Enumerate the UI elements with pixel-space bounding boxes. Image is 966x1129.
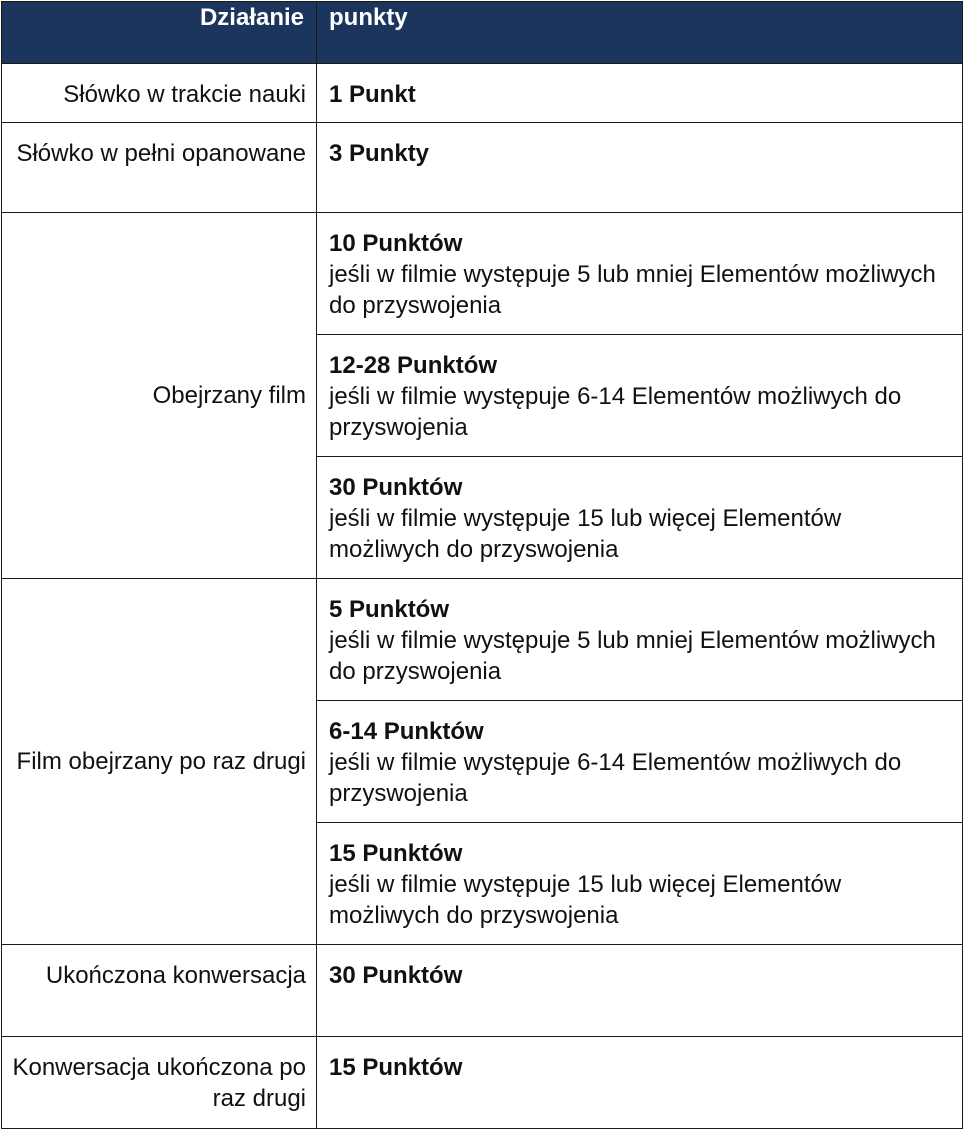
points-value: 1 Punkt (329, 81, 416, 108)
table-row (2, 64, 963, 123)
points-table (1, 1, 963, 1129)
points-cell (317, 457, 963, 579)
table-row (2, 213, 963, 335)
points-cell (317, 213, 963, 335)
points-description: jeśli w filmie występuje 15 lub więcej Elementów możliwych do przyswojenia (329, 505, 842, 563)
action-cell: Słówko w pełni opanowane (2, 123, 317, 213)
action-cell: Film obejrzany po raz drugi (2, 579, 317, 945)
header-action: Działanie (2, 2, 317, 64)
points-value: 15 Punktów (329, 840, 463, 867)
points-cell (317, 335, 963, 457)
points-cell (317, 823, 963, 945)
points-description: jeśli w filmie występuje 5 lub mniej Elementów możliwych do przyswojenia (329, 627, 936, 685)
action-cell: Ukończona konwersacja (2, 945, 317, 1037)
table-row (2, 1037, 963, 1129)
points-description: jeśli w filmie występuje 5 lub mniej Elementów możliwych do przyswojenia (329, 261, 936, 319)
table-header (2, 2, 963, 64)
points-description: jeśli w filmie występuje 6-14 Elementów możliwych do przyswojenia (329, 383, 902, 441)
action-cell: Konwersacja ukończona po raz drugi (2, 1037, 317, 1129)
points-cell (317, 64, 963, 123)
points-value: 10 Punktów (329, 230, 463, 257)
action-cell: Obejrzany film (2, 213, 317, 579)
points-description: jeśli w filmie występuje 6-14 Elementów możliwych do przyswojenia (329, 749, 902, 807)
points-cell (317, 945, 963, 1037)
points-value: 15 Punktów (329, 1054, 463, 1081)
header-points: punkty (317, 2, 963, 64)
points-cell (317, 1037, 963, 1129)
table-row (2, 579, 963, 701)
points-value: 3 Punkty (329, 140, 430, 167)
points-value: 6-14 Punktów (329, 718, 484, 745)
points-value: 12-28 Punktów (329, 352, 498, 379)
points-value: 30 Punktów (329, 474, 463, 501)
table-row (2, 945, 963, 1037)
points-description: jeśli w filmie występuje 15 lub więcej Elementów możliwych do przyswojenia (329, 871, 842, 929)
points-cell (317, 123, 963, 213)
table-row (2, 123, 963, 213)
points-cell (317, 701, 963, 823)
points-value: 30 Punktów (329, 962, 463, 989)
points-value: 5 Punktów (329, 596, 450, 623)
action-cell: Słówko w trakcie nauki (2, 64, 317, 123)
points-cell (317, 579, 963, 701)
header-row (2, 2, 963, 64)
